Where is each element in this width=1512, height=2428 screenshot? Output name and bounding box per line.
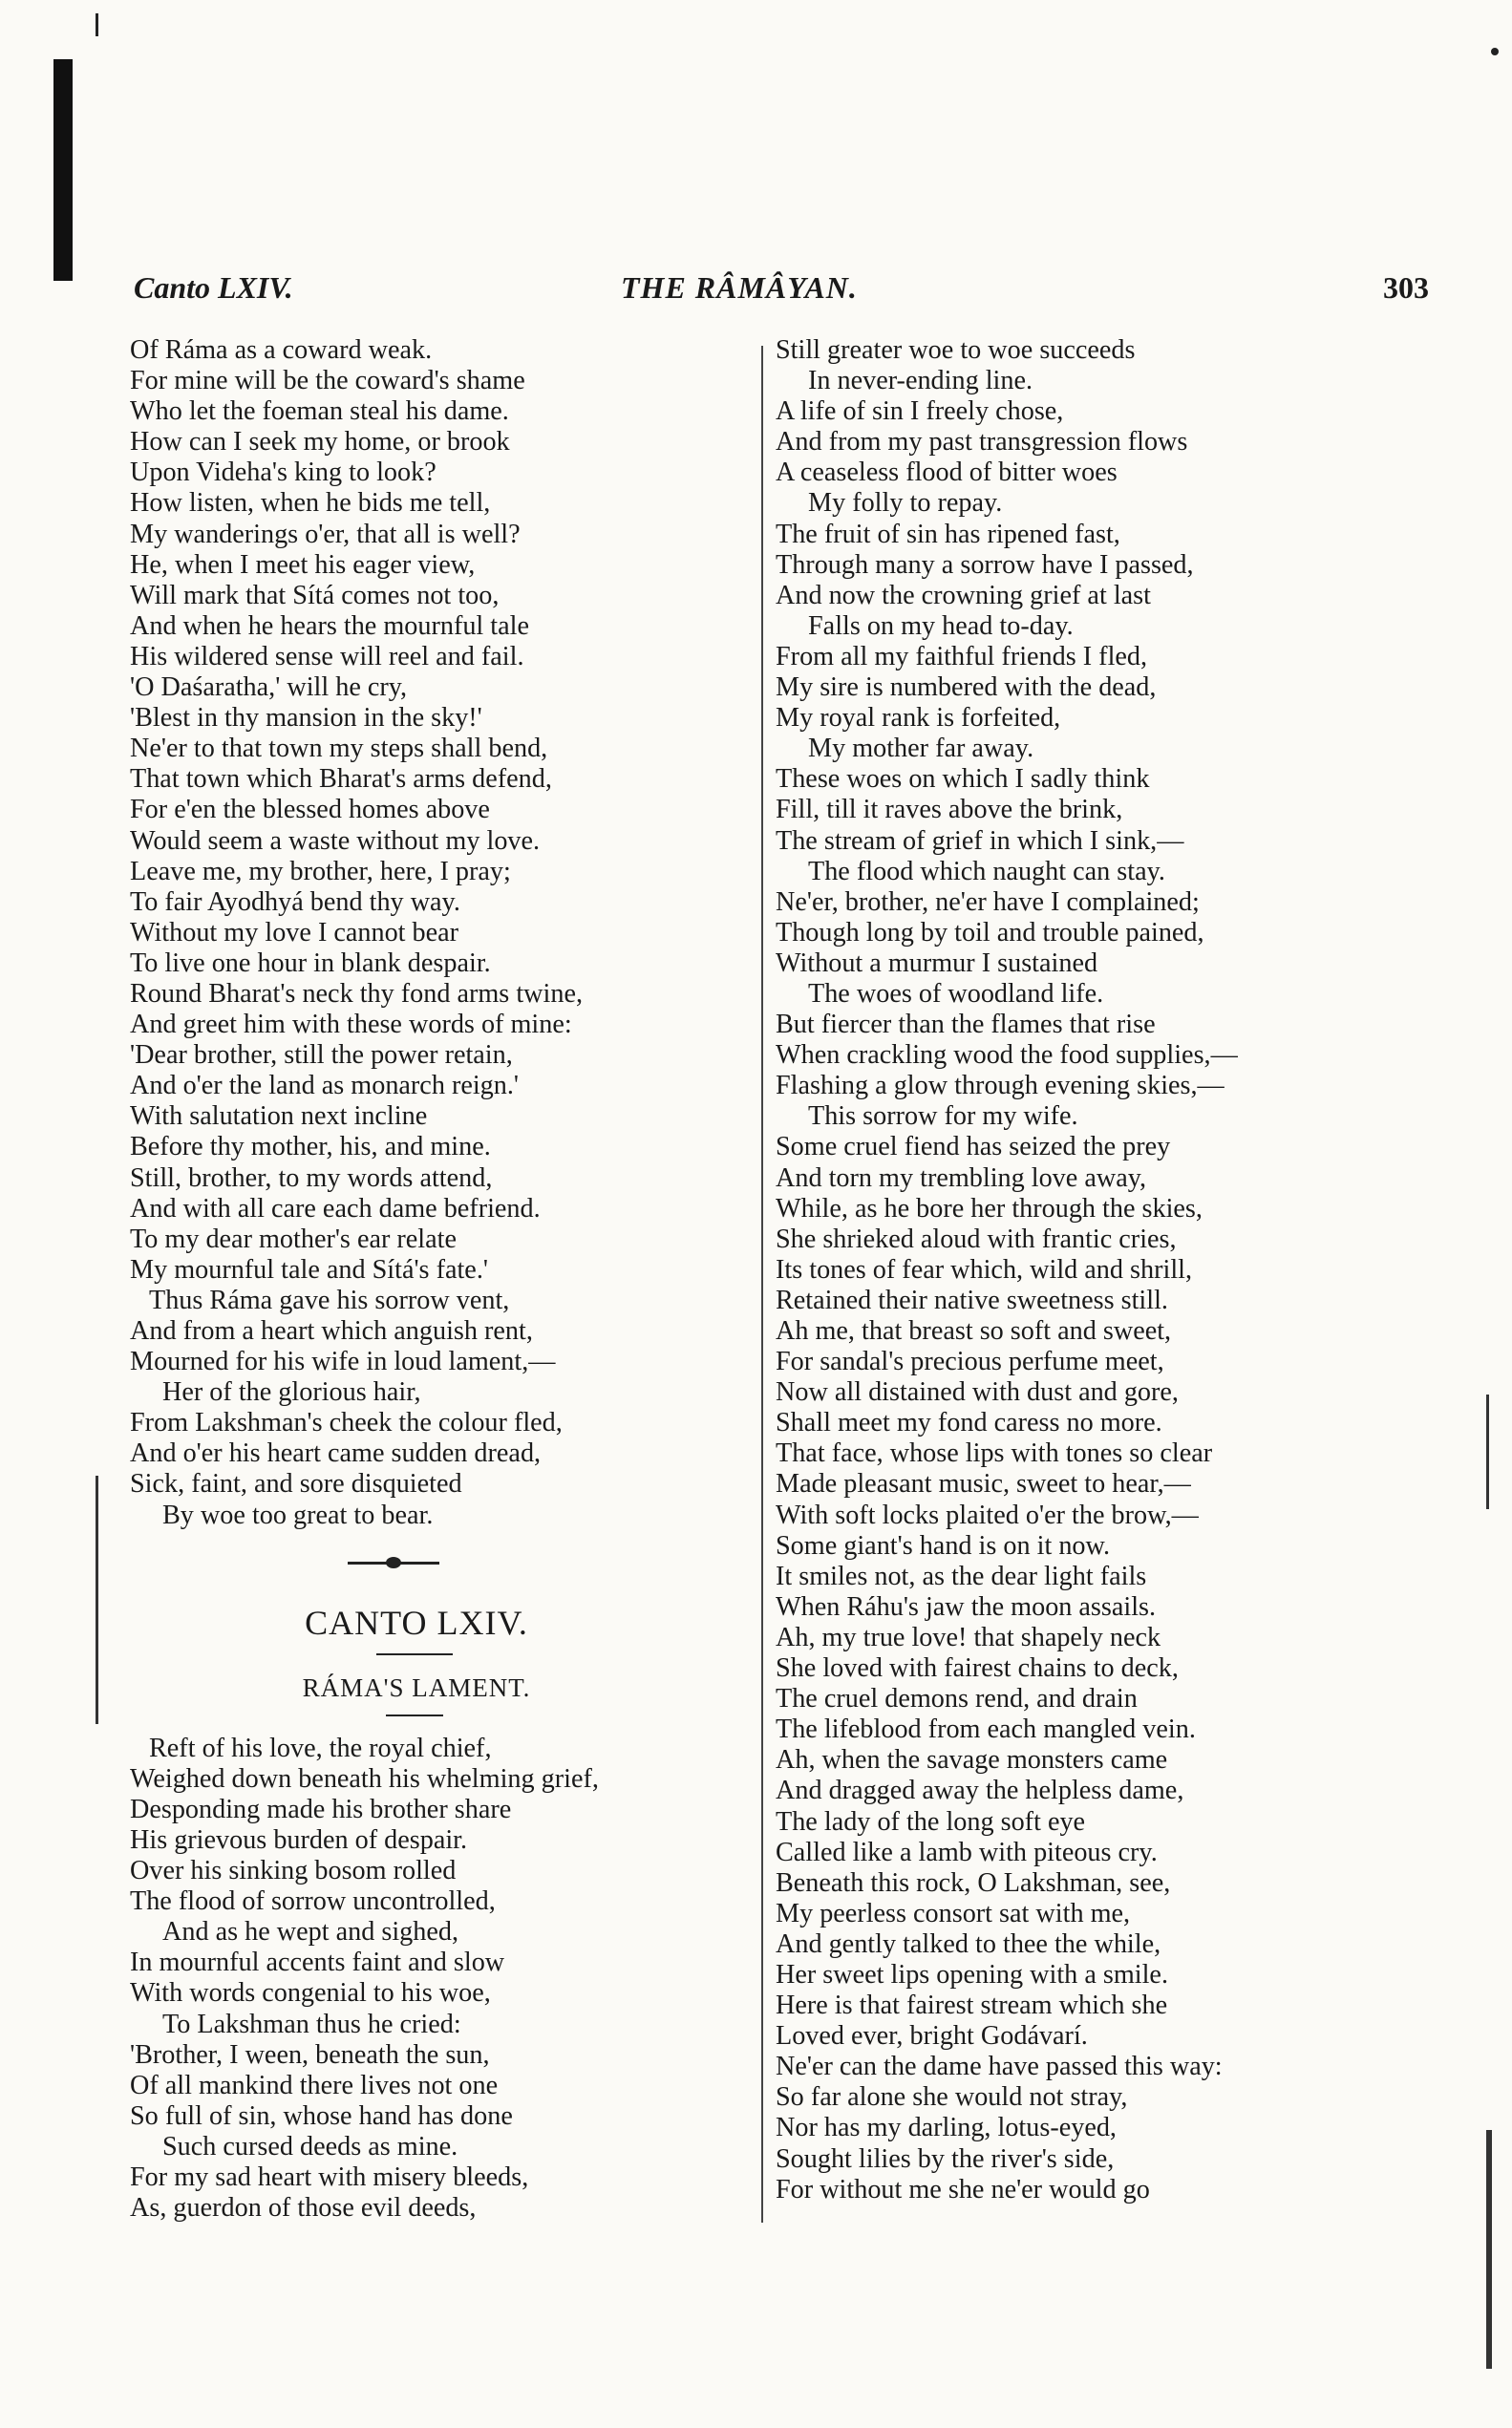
verse-line: My mother far away. — [808, 734, 1034, 764]
verse-line: Of all mankind there lives not one — [130, 2070, 499, 2100]
verse-line: The woes of woodland life. — [808, 978, 1104, 1009]
verse-line: The stream of grief in which I sink,— — [776, 825, 1184, 856]
verse-line: Still, brother, to my words attend, — [130, 1162, 493, 1193]
page-number: 303 — [1383, 270, 1429, 305]
verse-line: From all my faithful friends I fled, — [776, 641, 1148, 671]
left-verse-block — [130, 335, 760, 1531]
verse-line: Here is that fairest stream which she — [776, 1991, 1168, 2021]
verse-line: And dragged away the helpless dame, — [776, 1776, 1184, 1806]
verse-line: Thus Ráma gave his sorrow vent, — [149, 1285, 510, 1315]
verse-line: Without my love I cannot bear — [130, 917, 459, 948]
verse-line: Her of the glorious hair, — [162, 1377, 421, 1408]
right-column — [776, 335, 1444, 2205]
verse-line: My royal rank is forfeited, — [776, 703, 1061, 734]
verse-line: Ne'er, brother, ne'er have I complained; — [776, 886, 1200, 917]
section-ornament — [130, 1531, 760, 1598]
verse-line: Desponding made his brother share — [130, 1794, 512, 1824]
verse-line: This sorrow for my wife. — [808, 1101, 1078, 1132]
verse-line: She loved with fairest chains to deck, — [776, 1653, 1179, 1684]
verse-line: For my sad heart with misery bleeds, — [130, 2162, 529, 2192]
verse-line: Flashing a glow through evening skies,— — [776, 1071, 1225, 1101]
verse-line: Mourned for his wife in loud lament,— — [130, 1347, 556, 1377]
verse-line: With words congenial to his woe, — [130, 1978, 491, 2009]
verse-line: In never-ending line. — [808, 366, 1033, 396]
verse-line: That town which Bharat's arms defend, — [130, 764, 552, 795]
verse-line: For sandal's precious perfume meet, — [776, 1347, 1164, 1377]
verse-line: These woes on which I sadly think — [776, 764, 1150, 795]
verse-line: And o'er the land as monarch reign.' — [130, 1071, 519, 1101]
verse-line: While, as he bore her through the skies, — [776, 1193, 1203, 1224]
verse-line: A ceaseless flood of bitter woes — [776, 458, 1118, 488]
verse-line: For mine will be the coward's shame — [130, 366, 525, 396]
scan-binding-shadow — [53, 59, 73, 281]
left-verse-block — [130, 1734, 760, 2225]
verse-line: His wildered sense will reel and fail. — [130, 641, 524, 671]
verse-line: Though long by toil and trouble pained, — [776, 917, 1204, 948]
verse-line: When Ráhu's jaw the moon assails. — [776, 1591, 1157, 1622]
verse-line: Without a murmur I sustained — [776, 948, 1098, 978]
verse-line: He, when I meet his eager view, — [130, 549, 476, 580]
verse-line: To my dear mother's ear relate — [130, 1224, 457, 1254]
verse-line: When crackling wood the food supplies,— — [776, 1040, 1238, 1071]
column-divider — [761, 346, 763, 2223]
verse-line: Over his sinking bosom rolled — [130, 1856, 457, 1886]
verse-line: 'O Daśaratha,' will he cry, — [130, 672, 408, 703]
verse-line: Some cruel fiend has seized the prey — [776, 1132, 1171, 1162]
verse-line: And o'er his heart came sudden dread, — [130, 1438, 542, 1469]
verse-line: Now all distained with dust and gore, — [776, 1377, 1179, 1408]
verse-line: From Lakshman's cheek the colour fled, — [130, 1408, 563, 1438]
verse-line: The lady of the long soft eye — [776, 1806, 1086, 1837]
running-header — [134, 270, 1429, 312]
verse-line: And from my past transgression flows — [776, 427, 1188, 458]
left-column — [130, 335, 760, 2224]
verse-line: That face, whose lips with tones so clear — [776, 1438, 1213, 1469]
verse-line: As, guerdon of those evil deeds, — [130, 2193, 477, 2224]
canto-title: CANTO LXIV. — [305, 1603, 528, 1642]
verse-line: And from a heart which anguish rent, — [130, 1316, 533, 1346]
scan-edge-mark — [1486, 2130, 1492, 2369]
scan-tick-mark — [96, 13, 98, 36]
verse-line: My peerless consort sat with me, — [776, 1898, 1131, 1928]
verse-line: 'Dear brother, still the power retain, — [130, 1040, 513, 1071]
verse-line: Ah me, that breast so soft and sweet, — [776, 1316, 1172, 1346]
verse-line: Still greater woe to woe succeeds — [776, 335, 1136, 365]
verse-line: Fill, till it raves above the brink, — [776, 795, 1123, 825]
verse-line: Retained their native sweetness still. — [776, 1285, 1168, 1315]
verse-line: My wanderings o'er, that all is well? — [130, 519, 521, 549]
verse-line: By woe too great to bear. — [162, 1500, 434, 1530]
verse-line: The fruit of sin has ripened fast, — [776, 519, 1120, 549]
verse-line: Made pleasant music, sweet to hear,— — [776, 1469, 1191, 1500]
verse-line: Sought lilies by the river's side, — [776, 2143, 1115, 2174]
verse-line: To fair Ayodhyá bend thy way. — [130, 886, 460, 917]
right-verse-block — [776, 335, 1444, 2205]
verse-line: The flood which naught can stay. — [808, 856, 1165, 886]
verse-line: How can I seek my home, or brook — [130, 427, 510, 458]
verse-line: Such cursed deeds as mine. — [162, 2131, 458, 2162]
verse-line: My sire is numbered with the dead, — [776, 672, 1157, 703]
verse-line: A life of sin I freely chose, — [776, 396, 1064, 427]
verse-line: And now the crowning grief at last — [776, 580, 1151, 610]
verse-line: To Lakshman thus he cried: — [162, 2009, 461, 2039]
verse-line: For e'en the blessed homes above — [130, 795, 490, 825]
verse-line: My mournful tale and Sítá's fate.' — [130, 1254, 488, 1285]
verse-line: And gently talked to thee the while, — [776, 1928, 1161, 1959]
verse-line: 'Blest in thy mansion in the sky!' — [130, 703, 482, 734]
header-title: THE RÂMÂYAN. — [621, 270, 858, 305]
verse-line: Of Ráma as a coward weak. — [130, 335, 433, 365]
scan-edge-mark — [1486, 1395, 1489, 1509]
verse-line: Ah, my true love! that shapely neck — [776, 1622, 1161, 1652]
verse-line: Ne'er can the dame have passed this way: — [776, 2052, 1223, 2082]
verse-line: Upon Videha's king to look? — [130, 458, 437, 488]
verse-line: With salutation next incline — [130, 1101, 428, 1132]
verse-line: Its tones of fear which, wild and shrill, — [776, 1254, 1193, 1285]
header-canto: Canto LXIV. — [134, 270, 293, 305]
verse-line: To live one hour in blank despair. — [130, 948, 491, 978]
scan-edge-mark — [96, 1476, 98, 1724]
verse-line: With soft locks plaited o'er the brow,— — [776, 1500, 1199, 1530]
verse-line: In mournful accents faint and slow — [130, 1948, 505, 1978]
verse-line: Shall meet my fond caress no more. — [776, 1408, 1162, 1438]
verse-line: Called like a lamb with piteous cry. — [776, 1837, 1158, 1867]
verse-line: Through many a sorrow have I passed, — [776, 549, 1194, 580]
scan-speck — [1491, 48, 1499, 55]
verse-line: So full of sin, whose hand has done — [130, 2100, 513, 2131]
verse-line: And torn my trembling love away, — [776, 1162, 1147, 1193]
verse-line: Weighed down beneath his whelming grief, — [130, 1763, 599, 1794]
verse-line: 'Brother, I ween, beneath the sun, — [130, 2039, 490, 2070]
verse-line: For without me she ne'er would go — [776, 2174, 1150, 2204]
verse-line: It smiles not, as the dear light fails — [776, 1561, 1147, 1591]
verse-line: So far alone she would not stray, — [776, 2082, 1128, 2113]
verse-line: She shrieked aloud with frantic cries, — [776, 1224, 1177, 1254]
verse-line: Her sweet lips opening with a smile. — [776, 1959, 1168, 1990]
verse-line: The flood of sorrow uncontrolled, — [130, 1886, 496, 1917]
canto-rule — [376, 1653, 453, 1655]
verse-line: Some giant's hand is on it now. — [776, 1530, 1111, 1561]
verse-line: The cruel demons rend, and drain — [776, 1684, 1138, 1715]
verse-line: Leave me, my brother, here, I pray; — [130, 856, 511, 886]
verse-line: And when he hears the mournful tale — [130, 610, 529, 641]
verse-line: Sick, faint, and sore disquieted — [130, 1469, 462, 1500]
verse-line: Reft of his love, the royal chief, — [149, 1733, 492, 1763]
verse-line: How listen, when he bids me tell, — [130, 488, 491, 519]
verse-line: Will mark that Sítá comes not too, — [130, 580, 500, 610]
verse-line: Ah, when the savage monsters came — [776, 1745, 1168, 1776]
verse-line: Ne'er to that town my steps shall bend, — [130, 734, 548, 764]
verse-line: Falls on my head to-day. — [808, 610, 1074, 641]
verse-line: Who let the foeman steal his dame. — [130, 396, 509, 427]
verse-line: My folly to repay. — [808, 488, 1003, 519]
verse-line: Nor has my darling, lotus-eyed, — [776, 2113, 1117, 2143]
verse-line: The lifeblood from each mangled vein. — [776, 1715, 1196, 1745]
verse-line: Beneath this rock, O Lakshman, see, — [776, 1867, 1171, 1898]
canto-rule — [386, 1715, 443, 1716]
ornament-dot — [386, 1557, 401, 1568]
verse-line: And greet him with these words of mine: — [130, 1010, 572, 1040]
verse-line: And with all care each dame befriend. — [130, 1193, 541, 1224]
verse-line: Loved ever, bright Godávarí. — [776, 2021, 1088, 2052]
verse-line: Would seem a waste without my love. — [130, 825, 541, 856]
verse-line: But fiercer than the flames that rise — [776, 1010, 1156, 1040]
canto-subtitle: RÁMA'S LAMENT. — [302, 1672, 531, 1702]
verse-line: And as he wept and sighed, — [162, 1917, 458, 1948]
verse-line: His grievous burden of despair. — [130, 1824, 468, 1855]
verse-line: Round Bharat's neck thy fond arms twine, — [130, 978, 583, 1009]
verse-line: Before thy mother, his, and mine. — [130, 1132, 491, 1162]
